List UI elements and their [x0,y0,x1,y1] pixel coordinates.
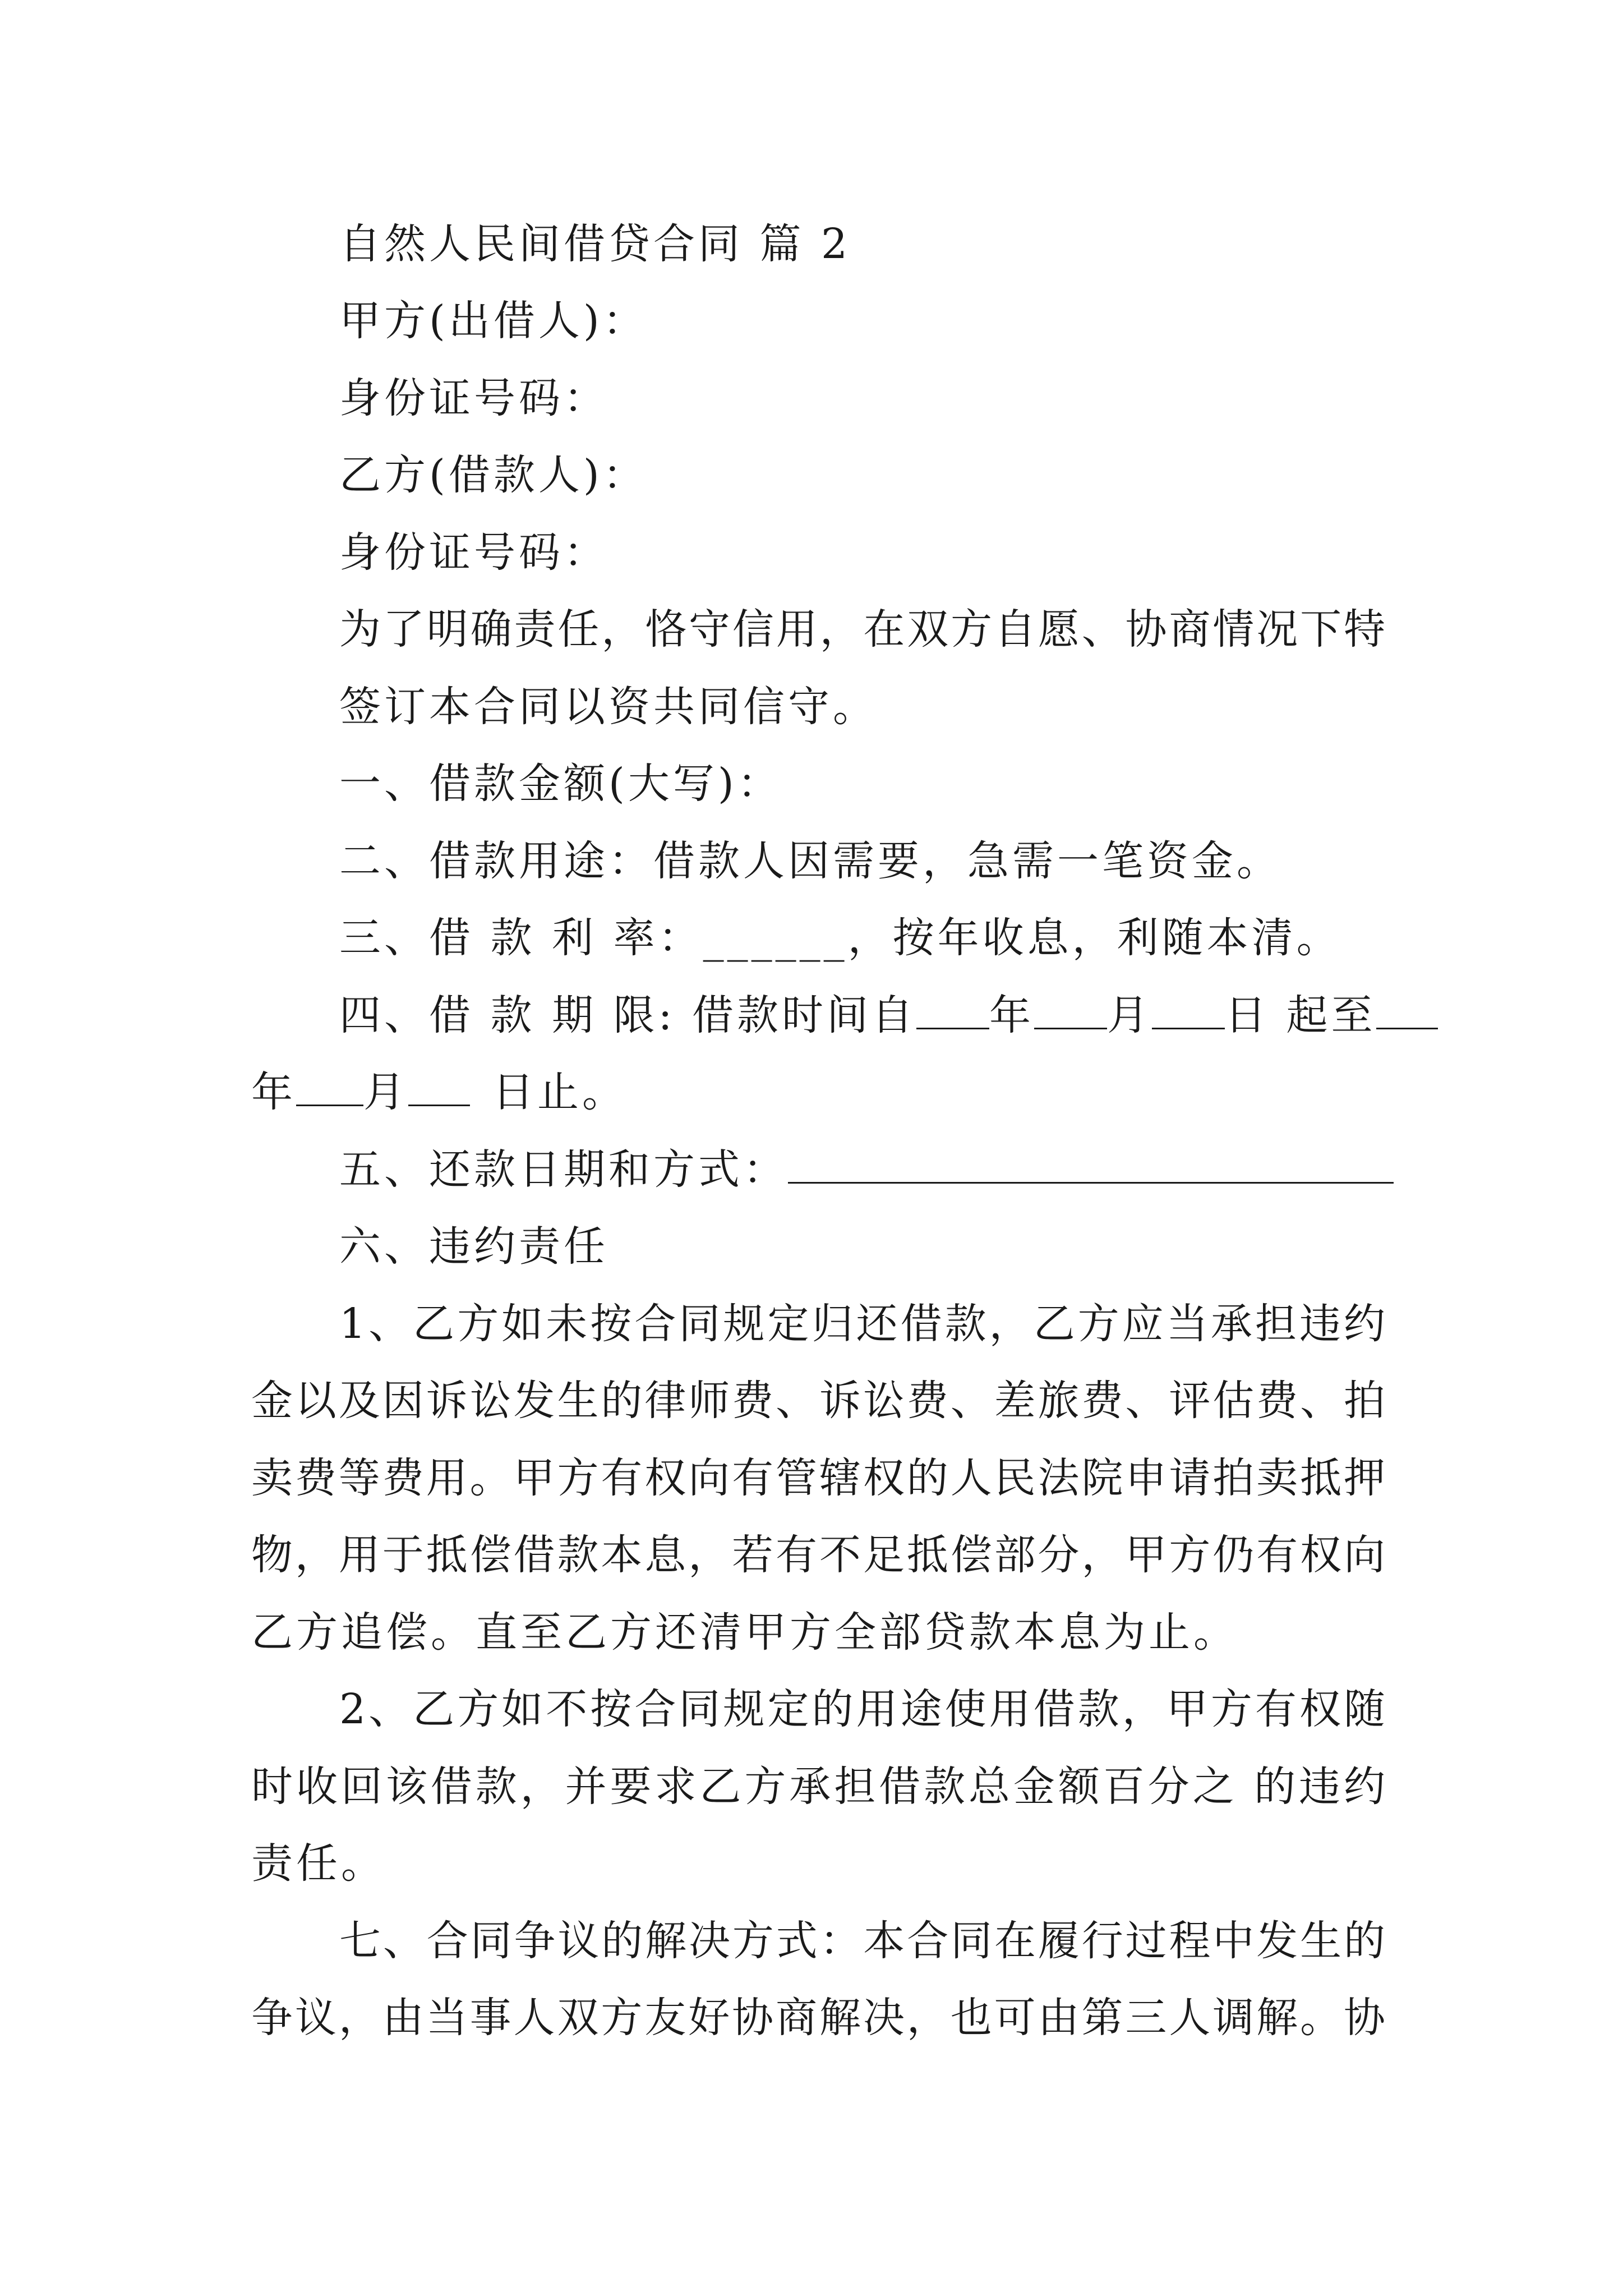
clause-6-2-line-2: 时收回该借款，并要求乙方承担借款总金额百分之 的违约 [251,1763,1385,1811]
clause-6-title: 六、违约责任 [339,1222,608,1271]
clause-5-repayment [339,1142,1394,1198]
clause-4-term [339,987,1438,1043]
party-a-label: 甲方(出借人)： [339,297,648,345]
clause-3-rest: ，按年收息，利随本清。 [847,914,1341,962]
blank-line [916,994,989,1029]
clause-6-2-line-1: 2、乙方如不按合同规定的用途使用借款，甲方有权随 [339,1685,1385,1733]
party-b-id-label: 身份证号码： [339,528,608,577]
clause-4-line2-month: 月 [363,1068,408,1116]
blank-line [1034,994,1107,1029]
clause-5-label: 五、还款日期和方式： [339,1145,788,1194]
clause-6-2-line-3: 责任。 [251,1839,386,1888]
clause-3-blank: ______ [703,914,848,962]
document-title: 自然人民间借贷合同 篇 2 [339,220,851,268]
clause-4-line2-end: 日止。 [492,1068,627,1116]
blank-line [788,1148,1394,1184]
clause-2-purpose: 二、借款用途：借款人因需要，急需一笔资金。 [339,837,1281,885]
preamble-line-1: 为了明确责任，恪守信用，在双方自愿、协商情况下特 [339,605,1385,654]
clause-4-month: 月 [1107,991,1152,1039]
clause-7-line-1: 七、合同争议的解决方式：本合同在履行过程中发生的 [339,1917,1385,1965]
clause-6-1-line-5: 乙方追偿。直至乙方还清甲方全部贷款本息为止。 [251,1608,1238,1657]
clause-6-1-line-4: 物，用于抵偿借款本息，若有不足抵偿部分，甲方仍有权向 [251,1531,1385,1579]
clause-3-label: 三、借 款 利 率： [339,914,703,962]
clause-4-line2-year: 年 [251,1068,296,1116]
blank-line [1376,994,1438,1029]
party-a-id-label: 身份证号码： [339,374,608,422]
clause-6-1-line-1: 1、乙方如未按合同规定归还借款，乙方应当承担违约 [339,1300,1385,1348]
clause-1-amount: 一、借款金额(大写)： [339,760,782,808]
clause-6-1-line-3: 卖费等费用。甲方有权向有管辖权的人民法院申请拍卖抵押 [251,1454,1385,1502]
clause-3-rate [339,910,1341,966]
blank-line [1152,994,1225,1029]
party-b-label: 乙方(借款人)： [339,451,648,499]
blank-line [408,1071,470,1106]
preamble-line-2: 签订本合同以资共同信守。 [339,683,878,731]
clause-7-line-2: 争议，由当事人双方友好协商解决，也可由第三人调解。协 [251,1994,1385,2042]
clause-4-term-cont [251,1064,627,1120]
clause-4-year: 年 [989,991,1035,1039]
clause-4-label: 四、借 款 期 限: 借款时间自 [339,991,917,1039]
clause-6-1-line-2: 金以及因诉讼发生的律师费、诉讼费、差旅费、评估费、拍 [251,1377,1385,1425]
blank-line [296,1071,363,1106]
clause-4-day-to: 日 起至 [1225,991,1376,1039]
